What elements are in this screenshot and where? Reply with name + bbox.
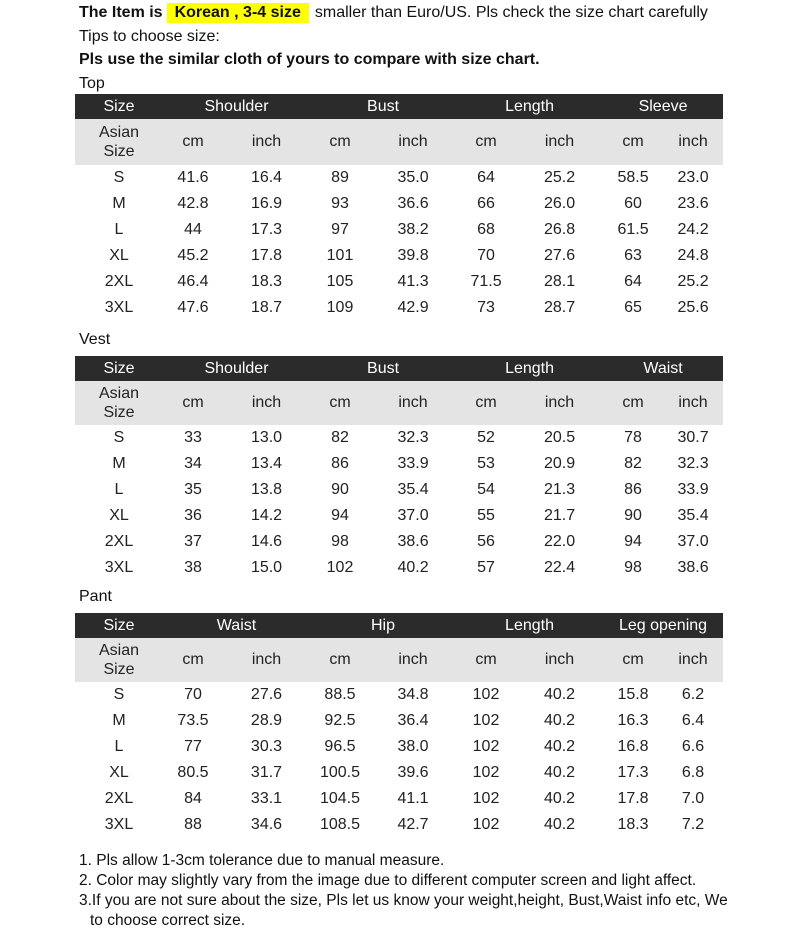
cm-value-cell: 36 [184,507,202,524]
size-cell: L [114,481,124,498]
top-section-label: Top [79,75,105,92]
size-cell: XL [109,247,129,264]
inch-value-cell: 38.2 [397,221,429,238]
table-row [75,243,723,269]
cm-value-cell: 80.5 [177,764,209,781]
inch-value-cell: 40.2 [543,764,576,781]
inch-value-cell: 40.2 [543,816,576,833]
inch-value-cell: 14.6 [250,533,283,550]
table-row [75,451,723,477]
size-cell: S [113,169,125,186]
cm-value-cell: 35 [184,481,202,498]
table-row [75,217,723,243]
cm-value-cell: 37 [184,533,202,550]
table-body [75,682,723,838]
top-size-table [75,94,723,321]
cm-value-cell: 70 [184,686,202,703]
korean-size-highlight: Korean , 3-4 size [167,3,309,23]
cm-value-cell: 56 [477,533,495,550]
size-cell: L [114,221,124,238]
inch-value-cell: 32.3 [677,455,709,472]
unit-header-row [75,638,723,682]
size-cell: 3XL [104,299,134,316]
cm-value-cell: 102 [472,790,500,807]
inch-value-cell: 18.3 [250,273,283,290]
inch-value-cell: 27.6 [250,686,283,703]
size-cell: M [112,455,126,472]
measure-header: Waist [643,359,683,377]
unit-cm: cm [329,133,351,150]
cm-value-cell: 84 [184,790,202,807]
cm-value-cell: 97 [331,221,349,238]
cm-value-cell: 82 [624,455,642,472]
inch-value-cell: 24.2 [677,221,709,238]
pant-section-label: Pant [79,588,112,605]
cm-value-cell: 65 [624,299,642,316]
cm-value-cell: 77 [184,738,202,755]
cm-value-cell: 88.5 [324,686,356,703]
cm-value-cell: 15.8 [617,686,649,703]
cm-value-cell: 86 [624,481,642,498]
unit-inch: inch [251,394,282,411]
inch-value-cell: 16.9 [250,195,283,212]
table-row [75,555,723,581]
size-cell: M [112,712,126,729]
cm-value-cell: 92.5 [324,712,356,729]
inch-value-cell: 7.0 [681,790,705,807]
size-cell: S [113,429,125,446]
asian-size-header [75,119,163,165]
cm-value-cell: 55 [477,507,495,524]
size-cell: 3XL [104,816,134,833]
cm-value-cell: 57 [477,559,495,576]
cm-value-cell: 45.2 [177,247,209,264]
inch-value-cell: 42.9 [397,299,429,316]
inch-value-cell: 34.8 [397,686,429,703]
cm-value-cell: 102 [326,559,354,576]
cm-value-cell: 70 [477,247,495,264]
cm-value-cell: 102 [472,764,500,781]
inch-value-cell: 13.4 [250,455,283,472]
asian-size-header [75,638,163,682]
inch-value-cell: 17.8 [250,247,283,264]
inch-value-cell: 36.6 [397,195,429,212]
cm-value-cell: 102 [472,738,500,755]
inch-value-cell: 37.0 [397,507,429,524]
inch-value-cell: 15.0 [250,559,283,576]
inch-value-cell: 24.8 [677,247,709,264]
unit-inch: inch [251,651,282,668]
cm-value-cell: 58.5 [617,169,649,186]
unit-cm: cm [622,133,644,150]
note-color: 2. Color may slightly vary from the image due to different computer screen and light affect. [79,872,697,889]
inch-value-cell: 30.3 [250,738,283,755]
measure-header-row [75,613,723,638]
unit-inch: inch [678,133,708,150]
note-tolerance: 1. Pls allow 1-3cm tolerance due to manual measure. [79,852,445,869]
inch-value-cell: 25.6 [677,299,709,316]
inch-value-cell: 25.2 [677,273,709,290]
unit-cm: cm [182,651,204,668]
size-header: Size [103,359,135,377]
unit-cm: cm [329,651,351,668]
cm-value-cell: 86 [331,455,349,472]
inch-value-cell: 7.2 [681,816,705,833]
table-row [75,682,723,708]
inch-value-cell: 37.0 [677,533,709,550]
inch-value-cell: 18.7 [250,299,283,316]
cm-value-cell: 64 [624,273,642,290]
inch-value-cell: 40.2 [543,686,576,703]
unit-cm: cm [475,651,497,668]
cm-value-cell: 108.5 [319,816,361,833]
cm-value-cell: 16.3 [617,712,649,729]
inch-value-cell: 28.1 [543,273,576,290]
cm-value-cell: 109 [326,299,354,316]
size-cell: 3XL [104,559,134,576]
cm-value-cell: 94 [624,533,642,550]
measure-header: Leg opening [618,616,708,634]
cm-value-cell: 98 [624,559,642,576]
unit-inch: inch [678,651,708,668]
measure-header: Bust [367,359,400,377]
inch-value-cell: 23.0 [677,169,709,186]
cm-value-cell: 105 [326,273,354,290]
inch-value-cell: 27.6 [543,247,576,264]
unit-cm: cm [329,394,351,411]
inch-value-cell: 25.2 [543,169,576,186]
inch-value-cell: 40.2 [543,712,576,729]
cm-value-cell: 100.5 [319,764,361,781]
asian-label: Asian [98,642,140,659]
unit-cm: cm [182,133,204,150]
cm-value-cell: 42.8 [177,195,209,212]
cm-value-cell: 33 [184,429,202,446]
inch-value-cell: 32.3 [397,429,429,446]
cm-value-cell: 52 [477,429,495,446]
cm-value-cell: 73 [477,299,495,316]
measure-header-row [75,94,723,119]
cm-value-cell: 73.5 [177,712,209,729]
measure-header: Waist [216,616,257,634]
size-label: Size [103,661,135,678]
asian-size-header [75,381,163,425]
cm-value-cell: 47.6 [177,299,209,316]
inch-value-cell: 30.7 [677,429,709,446]
inch-value-cell: 38.6 [397,533,429,550]
cm-value-cell: 34 [184,455,202,472]
cm-value-cell: 61.5 [617,221,649,238]
note-contact: 3.If you are not sure about the size, Pls let us know your weight,height, Bust,Waist info etc, We [79,892,728,909]
unit-inch: inch [544,394,575,411]
inch-value-cell: 22.4 [543,559,576,576]
measure-header: Shoulder [204,97,269,115]
warning-prefix: The Item is [79,4,163,21]
inch-value-cell: 33.9 [397,455,429,472]
size-header: Size [103,97,135,115]
inch-value-cell: 22.0 [543,533,576,550]
cm-value-cell: 93 [331,195,349,212]
inch-value-cell: 40.2 [543,790,576,807]
inch-value-cell: 40.2 [397,559,429,576]
inch-value-cell: 20.9 [543,455,576,472]
cm-value-cell: 38 [184,559,202,576]
size-label: Size [103,143,135,160]
note-contact-continued: to choose correct size. [90,912,246,929]
inch-value-cell: 17.3 [250,221,283,238]
inch-value-cell: 23.6 [677,195,709,212]
table-row [75,191,723,217]
size-cell: M [112,195,126,212]
table-body [75,165,723,321]
unit-cm: cm [622,394,644,411]
unit-inch: inch [544,651,575,668]
cm-value-cell: 101 [326,247,354,264]
measure-header: Shoulder [204,359,269,377]
table-row [75,165,723,191]
inch-value-cell: 31.7 [250,764,283,781]
inch-value-cell: 38.6 [677,559,709,576]
cm-value-cell: 71.5 [470,273,502,290]
inch-value-cell: 13.8 [250,481,283,498]
table-row [75,708,723,734]
vest-section-label: Vest [79,331,111,348]
inch-value-cell: 21.3 [543,481,576,498]
measure-header-row [75,356,723,381]
notes-list [79,851,739,931]
inch-value-cell: 34.6 [250,816,283,833]
inch-value-cell: 6.2 [681,686,705,703]
size-cell: 2XL [104,273,134,290]
table-row [75,734,723,760]
inch-value-cell: 6.6 [681,738,705,755]
inch-value-cell: 6.8 [681,764,705,781]
cm-value-cell: 68 [477,221,495,238]
cm-value-cell: 102 [472,816,500,833]
size-label: Size [103,404,135,421]
inch-value-cell: 13.0 [250,429,283,446]
cm-value-cell: 78 [624,429,642,446]
table-row [75,812,723,838]
cm-value-cell: 94 [331,507,349,524]
inch-value-cell: 33.1 [250,790,283,807]
size-cell: 2XL [104,790,134,807]
cm-value-cell: 17.8 [617,790,649,807]
measure-header: Hip [371,616,396,634]
vest-size-table [75,356,723,581]
table-row [75,503,723,529]
warning-suffix: smaller than Euro/US. Pls check the size chart carefully [314,4,708,21]
size-cell: L [114,738,124,755]
cm-value-cell: 46.4 [177,273,209,290]
inch-value-cell: 16.4 [250,169,283,186]
inch-value-cell: 39.6 [397,764,429,781]
unit-inch: inch [398,651,428,668]
cm-value-cell: 82 [331,429,349,446]
cm-value-cell: 89 [331,169,349,186]
inch-value-cell: 35.0 [397,169,429,186]
cm-value-cell: 102 [472,686,500,703]
table-row [75,477,723,503]
cm-value-cell: 16.8 [617,738,649,755]
cm-value-cell: 44 [184,221,202,238]
inch-value-cell: 28.9 [250,712,283,729]
inch-value-cell: 6.4 [681,712,705,729]
cm-value-cell: 54 [477,481,495,498]
advice-line: Pls use the similar cloth of yours to compare with size chart. [79,51,540,68]
unit-inch: inch [544,133,575,150]
inch-value-cell: 35.4 [677,507,709,524]
inch-value-cell: 41.3 [397,273,429,290]
measure-header: Bust [367,97,400,115]
inch-value-cell: 38.0 [397,738,429,755]
inch-value-cell: 20.5 [543,429,576,446]
size-cell: 2XL [104,533,134,550]
cm-value-cell: 66 [477,195,495,212]
table-row [75,295,723,321]
measure-header: Length [505,97,554,115]
measure-header: Length [505,616,554,634]
unit-inch: inch [398,133,428,150]
unit-inch: inch [678,394,708,411]
cm-value-cell: 102 [472,712,500,729]
inch-value-cell: 41.1 [397,790,429,807]
cm-value-cell: 88 [184,816,202,833]
unit-inch: inch [398,394,428,411]
cm-value-cell: 90 [331,481,349,498]
inch-value-cell: 33.9 [677,481,709,498]
cm-value-cell: 104.5 [319,790,361,807]
table-body [75,425,723,581]
cm-value-cell: 53 [477,455,495,472]
cm-value-cell: 17.3 [617,764,649,781]
unit-cm: cm [475,394,497,411]
size-cell: XL [109,764,129,781]
asian-label: Asian [98,385,140,402]
table-row [75,269,723,295]
cm-value-cell: 98 [331,533,349,550]
size-warning-line [79,3,708,23]
unit-cm: cm [622,651,644,668]
inch-value-cell: 40.2 [543,738,576,755]
inch-value-cell: 26.8 [543,221,576,238]
inch-value-cell: 39.8 [397,247,429,264]
inch-value-cell: 21.7 [543,507,576,524]
size-cell: S [113,686,125,703]
table-row [75,529,723,555]
inch-value-cell: 26.0 [543,195,576,212]
cm-value-cell: 41.6 [177,169,209,186]
unit-cm: cm [475,133,497,150]
size-cell: XL [109,507,129,524]
inch-value-cell: 35.4 [397,481,429,498]
unit-inch: inch [251,133,282,150]
cm-value-cell: 63 [624,247,642,264]
table-row [75,786,723,812]
inch-value-cell: 42.7 [397,816,429,833]
unit-header-row [75,381,723,425]
measure-header: Sleeve [638,97,688,115]
cm-value-cell: 18.3 [617,816,649,833]
unit-header-row [75,119,723,165]
tips-line: Tips to choose size: [79,28,220,45]
inch-value-cell: 14.2 [250,507,283,524]
cm-value-cell: 64 [477,169,495,186]
cm-value-cell: 60 [624,195,642,212]
cm-value-cell: 90 [624,507,642,524]
table-row [75,425,723,451]
cm-value-cell: 96.5 [324,738,356,755]
inch-value-cell: 36.4 [397,712,429,729]
asian-label: Asian [98,124,140,141]
table-row [75,760,723,786]
pant-size-table [75,613,723,838]
inch-value-cell: 28.7 [543,299,576,316]
unit-cm: cm [182,394,204,411]
size-header: Size [103,616,135,634]
measure-header: Length [505,359,554,377]
